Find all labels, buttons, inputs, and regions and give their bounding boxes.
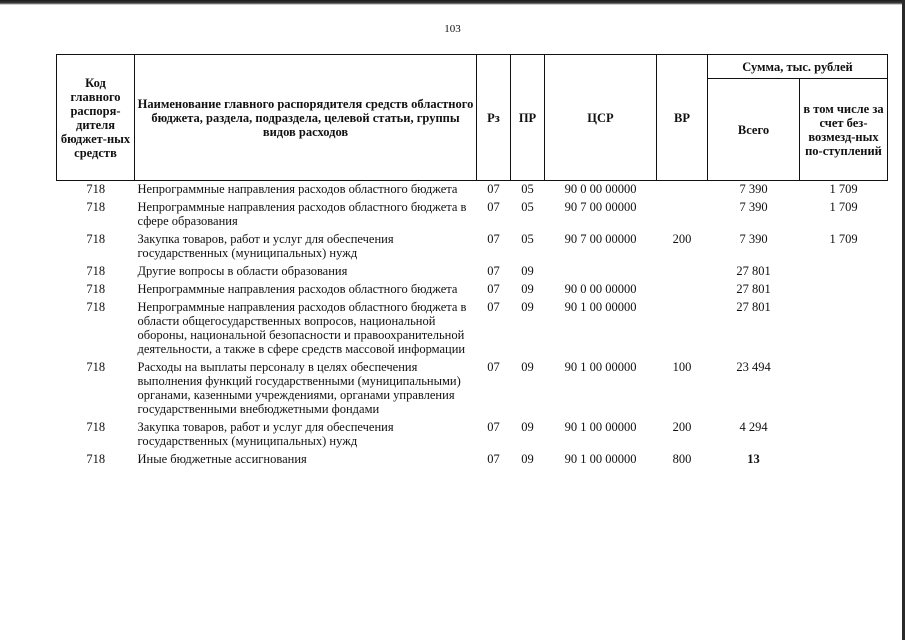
row-vr bbox=[657, 281, 708, 299]
row-vr bbox=[657, 263, 708, 281]
row-total: 7 390 bbox=[739, 182, 768, 196]
row-pr: 09 bbox=[521, 452, 534, 466]
row-name: Непрограммные направления расходов областного бюджета в сфере образования bbox=[137, 200, 467, 228]
row-rz: 07 bbox=[487, 232, 500, 246]
row-rz: 07 bbox=[487, 182, 500, 196]
row-csr: 90 0 00 00000 bbox=[564, 282, 637, 296]
page-number: 103 bbox=[444, 23, 461, 35]
row-code: 718 bbox=[86, 452, 106, 466]
table-header bbox=[57, 55, 888, 181]
row-free: 1 709 bbox=[829, 200, 858, 214]
row-total: 4 294 bbox=[739, 420, 768, 434]
row-rz: 07 bbox=[487, 200, 500, 214]
row-csr: 90 7 00 00000 bbox=[564, 232, 637, 246]
row-code: 718 bbox=[86, 360, 106, 374]
row-pr: 09 bbox=[521, 420, 534, 434]
row-free bbox=[800, 299, 888, 359]
table-row bbox=[57, 181, 888, 200]
header-sum-group: Сумма, тыс. рублей bbox=[708, 55, 888, 79]
row-name: Непрограммные направления расходов областного бюджета bbox=[137, 282, 458, 296]
row-vr: 100 bbox=[672, 360, 692, 374]
row-free bbox=[800, 419, 888, 451]
row-pr: 05 bbox=[521, 200, 534, 214]
table-row bbox=[57, 419, 888, 451]
row-rz: 07 bbox=[487, 360, 500, 374]
row-code: 718 bbox=[86, 420, 106, 434]
header-rz: Рз bbox=[477, 55, 511, 181]
header-csr: ЦСР bbox=[545, 55, 657, 181]
header-total: Всего bbox=[708, 79, 800, 181]
row-pr: 05 bbox=[521, 182, 534, 196]
row-free bbox=[800, 263, 888, 281]
row-code: 718 bbox=[86, 232, 106, 246]
row-free bbox=[800, 281, 888, 299]
row-name: Закупка товаров, работ и услуг для обеспечения государственных (муниципальных) нужд bbox=[137, 232, 394, 260]
row-pr: 09 bbox=[521, 282, 534, 296]
row-rz: 07 bbox=[487, 264, 500, 278]
row-vr bbox=[657, 199, 708, 231]
row-csr bbox=[545, 263, 657, 281]
row-vr bbox=[657, 299, 708, 359]
table-row bbox=[57, 359, 888, 419]
row-free bbox=[800, 359, 888, 419]
table-row bbox=[57, 231, 888, 263]
row-name: Непрограммные направления расходов областного бюджета bbox=[137, 182, 458, 196]
row-csr: 90 7 00 00000 bbox=[564, 200, 637, 214]
header-code: Код главного распоря-дителя бюджет-ных средств bbox=[57, 55, 135, 181]
row-free: 1 709 bbox=[829, 232, 858, 246]
table-row bbox=[57, 299, 888, 359]
row-total: 7 390 bbox=[739, 200, 768, 214]
row-pr: 09 bbox=[521, 300, 534, 314]
row-pr: 09 bbox=[521, 360, 534, 374]
row-name: Непрограммные направления расходов областного бюджета в области общегосударственных вопросов, национальной обороны, национальной безопасности и правоохранительной деятельности, а также в сфере средств массовой информации bbox=[137, 300, 467, 356]
row-csr: 90 0 00 00000 bbox=[564, 182, 637, 196]
table-row bbox=[57, 263, 888, 281]
row-total: 27 801 bbox=[736, 282, 771, 296]
table-row bbox=[57, 281, 888, 299]
row-name: Иные бюджетные ассигнования bbox=[137, 452, 307, 466]
row-csr: 90 1 00 00000 bbox=[564, 452, 637, 466]
row-code: 718 bbox=[86, 300, 106, 314]
header-free: в том числе за счет без-возмезд-ных по-ступлений bbox=[800, 79, 888, 181]
row-total: 7 390 bbox=[739, 232, 768, 246]
header-name: Наименование главного распорядителя средств областного бюджета, раздела, подраздела, целевой статьи, группы видов расходов bbox=[135, 55, 477, 181]
row-total: 27 801 bbox=[736, 264, 771, 278]
row-vr bbox=[657, 181, 708, 200]
row-pr: 05 bbox=[521, 232, 534, 246]
row-total: 27 801 bbox=[736, 300, 771, 314]
row-code: 718 bbox=[86, 282, 106, 296]
row-vr: 200 bbox=[672, 232, 692, 246]
row-name: Расходы на выплаты персоналу в целях обеспечения выполнения функций государственными (муниципальными) органами, казенными учреждениями, органами управления государственными внебюджетными фондами bbox=[137, 360, 461, 416]
row-total: 13 bbox=[747, 452, 760, 466]
budget-table bbox=[56, 54, 888, 469]
row-rz: 07 bbox=[487, 282, 500, 296]
row-pr: 09 bbox=[521, 264, 534, 278]
row-total: 23 494 bbox=[736, 360, 771, 374]
row-csr: 90 1 00 00000 bbox=[564, 360, 637, 374]
row-csr: 90 1 00 00000 bbox=[564, 300, 637, 314]
row-rz: 07 bbox=[487, 300, 500, 314]
row-free: 1 709 bbox=[829, 182, 858, 196]
row-free bbox=[800, 451, 888, 469]
row-rz: 07 bbox=[487, 452, 500, 466]
row-code: 718 bbox=[86, 200, 106, 214]
table-body bbox=[57, 181, 888, 470]
table-row bbox=[57, 451, 888, 469]
row-name: Другие вопросы в области образования bbox=[137, 264, 348, 278]
row-csr: 90 1 00 00000 bbox=[564, 420, 637, 434]
row-code: 718 bbox=[86, 182, 106, 196]
scan-edge-top bbox=[0, 0, 905, 5]
row-name: Закупка товаров, работ и услуг для обеспечения государственных (муниципальных) нужд bbox=[137, 420, 394, 448]
row-code: 718 bbox=[86, 264, 106, 278]
row-vr: 800 bbox=[672, 452, 692, 466]
row-vr: 200 bbox=[672, 420, 692, 434]
header-pr: ПР bbox=[511, 55, 545, 181]
table-row bbox=[57, 199, 888, 231]
header-vr: ВР bbox=[657, 55, 708, 181]
row-rz: 07 bbox=[487, 420, 500, 434]
